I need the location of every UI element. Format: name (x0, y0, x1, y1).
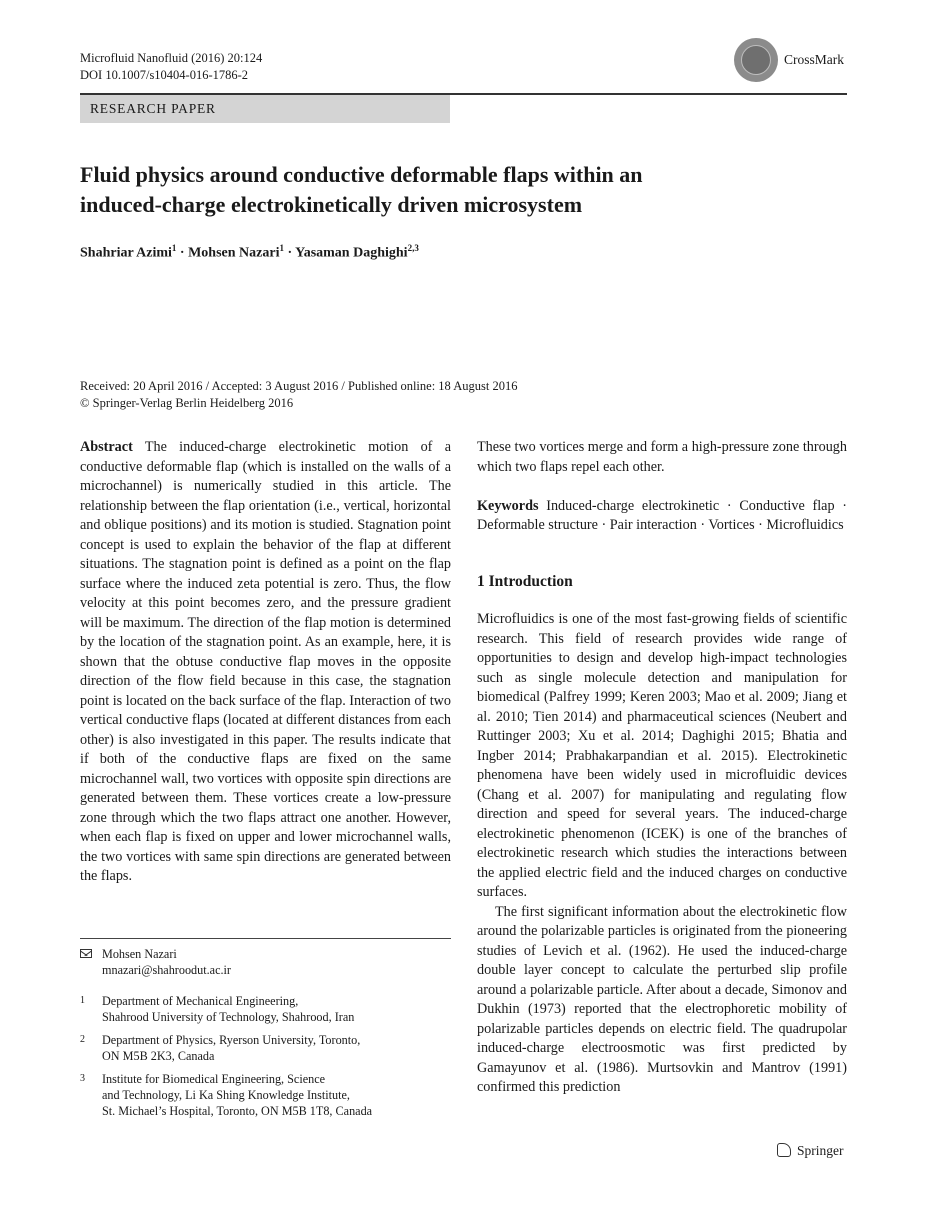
affiliation-line: Shahrood University of Technology, Shahrood, Iran (102, 1010, 355, 1024)
article-type-badge: RESEARCH PAPER (80, 95, 450, 123)
affiliation (80, 993, 451, 1027)
author-affiliation-mark: 1 (171, 243, 177, 253)
affiliation-line: Department of Physics, Ryerson University, Toronto, (102, 1033, 361, 1047)
author-list (80, 243, 419, 262)
title-line-1: Fluid physics around conductive deformable flaps within an (80, 162, 643, 187)
crossmark-badge[interactable] (734, 38, 884, 82)
affiliation (80, 1071, 451, 1121)
springer-logo-icon (777, 1143, 791, 1157)
left-column (80, 438, 451, 887)
keywords-text: Induced-charge electrokinetic · Conductive flap · Deformable structure · Pair interaction · Vortices · Microfluidics (477, 497, 847, 533)
history-dates: Received: 20 April 2016 / Accepted: 3 August 2016 / Published online: 18 August 2016 (80, 379, 518, 393)
envelope-icon (80, 949, 92, 958)
correspondence-email[interactable]: mnazari@shahroodut.ac.ir (102, 963, 231, 977)
affiliation-line: ON M5B 2K3, Canada (102, 1049, 215, 1063)
keywords (477, 497, 847, 536)
author-separator: · (176, 245, 189, 261)
crossmark-label: CrossMark (784, 52, 844, 67)
correspondence-name: Mohsen Nazari (102, 947, 177, 961)
affiliation-number: 3 (80, 1073, 85, 1084)
affiliation (80, 1032, 451, 1066)
journal-info (80, 50, 262, 84)
doi[interactable]: DOI 10.1007/s10404-016-1786-2 (80, 68, 249, 82)
author-affiliation-mark: 1 (279, 243, 284, 253)
abstract-label: Abstract (80, 439, 133, 455)
publication-dates (80, 378, 517, 412)
author-name[interactable]: Mohsen Nazari (188, 245, 280, 261)
author-name[interactable]: Yasaman Daghighi (295, 245, 408, 261)
affiliation-line: Department of Mechanical Engineering, (102, 994, 299, 1008)
footnote-rule (80, 938, 451, 939)
right-column (477, 438, 847, 1098)
affiliation-number: 2 (80, 1034, 85, 1045)
affiliation-number: 1 (80, 995, 85, 1006)
affiliation-line: Institute for Biomedical Engineering, Science (102, 1072, 326, 1086)
affiliation-line: St. Michael’s Hospital, Toronto, ON M5B 1T8, Canada (102, 1104, 373, 1118)
keywords-label: Keywords (477, 497, 539, 514)
title-line-2: induced-charge electrokinetically driven microsystem (80, 192, 583, 217)
copyright: © Springer-Verlag Berlin Heidelberg 2016 (80, 396, 294, 410)
crossmark-icon (734, 38, 778, 82)
abstract-continuation: These two vortices merge and form a high-pressure zone through which two flaps repel each other. (477, 439, 847, 475)
author-separator: · (283, 245, 296, 261)
author-affiliation-mark: 2,3 (407, 243, 419, 253)
publisher-name: Springer (797, 1143, 844, 1158)
author-name[interactable]: Shahriar Azimi (80, 245, 172, 261)
paper-title (80, 160, 840, 220)
abstract-text: The induced-charge electrokinetic motion of a conductive deformable flap (which is installed on the walls of a microchannel) is numerically studied in this article. The relationship between the flap orientation (i.e., vertical, horizontal and oblique positions) and its motion is studied. Stagnation point concept is used to explain the behavior of the flap at different situations. The stagnation point is defined as a point on the flap surface where the induced zeta potential is zero. Thus, the flow velocity at this point becomes zero, and the pressure gradient will be maximum. The direction of the flap motion is determined by the location of the stagnation point. As an example, here, it is shown that the obtuse conductive flap moves in the opposite direction of the flow field because in this case, the stagnation point is located on the back surface of the flap. Interaction of two vertical conductive flaps (located at different distances from each other) is also investigated in this paper. The results indicate that if both of the conductive flaps are fixed on the same microchannel wall, two vortices with opposite spin directions are generated between them. These vortices create a low-pressure zone through which the two flaps attract one another. However, when each flap is fixed on upper and lower microchannel walls, the two vortices with same spin directions are generated between the flaps. (80, 439, 451, 884)
publisher-footer (777, 1143, 844, 1159)
intro-paragraph: The first significant information about the electrokinetic flow around the polarizable particles is originated from the pioneering studies of Levich et al. (1962). He used the induced-charge double layer concept to calculate the perturbed slip profile around a polarizable particle. After about a decade, Simonov and Dukhin (1973) reported that the electrophoretic mobility of polarizable particles depends on electric field. The quadrupolar induced-charge electroosmotic was first predicted by Gamayunov et al. (1986). Murtsovkin and Mantrov (1991) confirmed this prediction (477, 903, 847, 1095)
intro-paragraph: Microfluidics is one of the most fast-growing fields of scientific research. This field of research provides wide range of opportunities to design and develop high-impact technologies such as single molecule detection and manipulation for biomedical (Palfrey 1999; Keren 2003; Mao et al. 2009; Jiang et al. 2010; Tien 2014) and pharmaceutical sciences (Neubert and Ruttinger 2003; Xu et al. 2014; Daghighi 2015; Bhatia and Ingber 2014; Prabhakarpandian et al. 2015). Electrokinetic phenomena have been widely used in microfluidic devices (Chang et al. 2007) for manipulating and regulating flow direction and speed for several years. The induced-charge electrokinetic phenomenon (ICEK) is one of the branches of electrokinetic research which studies the interactions between the applied electric field and the induced charges on conductive surfaces. (477, 611, 847, 900)
abstract (80, 438, 451, 887)
correspondence (80, 946, 451, 980)
journal-citation: Microfluid Nanofluid (2016) 20:124 (80, 51, 263, 65)
section-heading: 1 Introduction (477, 572, 573, 590)
affiliation-line: and Technology, Li Ka Shing Knowledge Institute, (102, 1088, 350, 1102)
